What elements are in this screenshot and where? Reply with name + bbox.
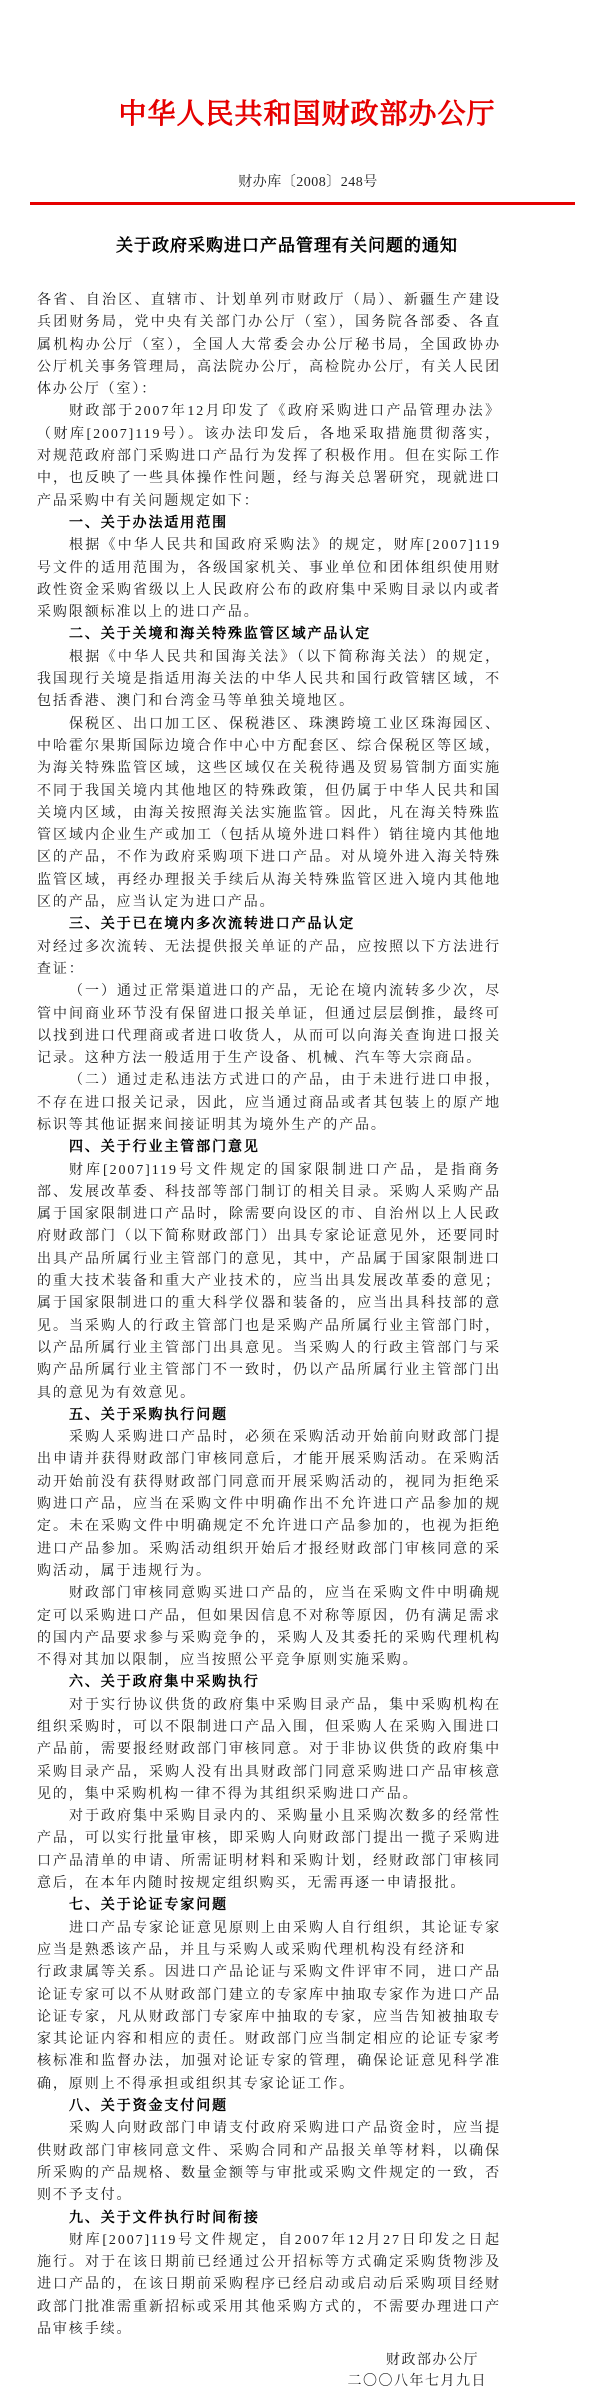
document-org-title: 中华人民共和国财政部办公厅: [118, 99, 496, 130]
section-heading: 九、关于文件执行时间衔接: [69, 2210, 260, 2226]
paragraph: 财政部于2007年12月印发了《政府采购进口产品管理办法》（财库[2007]119号）。该办法印发后，各地采取措施贯彻落实，对规范政府部门采购进口产品行为发挥了积极作用。但在实际工作中，也反映了一些具体操作性问题，经与海关总署研究，现就进口产品采购中有关问题规定如下：: [37, 404, 501, 509]
paragraph: 根据《中华人民共和国海关法》（以下简称海关法）的规定，我国现行关境是指适用海关法的中华人民共和国行政管辖区域，不包括香港、澳门和台湾金马等单独关境地区。: [37, 649, 501, 710]
paragraph: 财库[2007]119号文件规定的国家限制进口产品，是指商务部、发展改革委、科技部等部门制订的相关目录。采购人采购产品属于国家限制进口产品时，除需要向设区的市、自治州以上人民政府财政部门（以下简称财政部门）出具专家论证意见外，还要同时出具产品所属行业主管部门的意见，其中，产品属于国家限制进口的重大技术装备和重大产业技术的，应当出具发展改革委的意见；属于国家限制进口的重大科学仪器和装备的，应当出具科技部的意见。当采购人的行政主管部门也是采购产品所属行业主管部门时，以产品所属行业主管部门出具意见。当采购人的行政主管部门与采购产品所属行业主管部门不一致时，仍以产品所属行业主管部门出具的意见为有效意见。: [37, 1162, 501, 1401]
paragraph: 对于政府集中采购目录内的、采购量小且采购次数多的经常性产品，可以实行批量审核，即采购人向财政部门提出一揽子采购进口产品清单的申请、所需证明材料和采购计划，经财政部门审核同意后，在本年内随时按规定组织购买，无需再逐一申请报批。: [37, 1809, 501, 1892]
paragraph: 各省、自治区、直辖市、计划单列市财政厅（局）、新疆生产建设兵团财务局，党中央有关部门办公厅（室），国务院各部委、各直属机构办公厅（室），全国人大常委会办公厅秘书局，全国政协办公厅机关事务管理局，高法院办公厅，高检院办公厅，有关人民团体办公厅（室）：: [37, 293, 501, 398]
document-number: 财办库〔2008〕248号: [238, 175, 378, 190]
signature-date: 二〇〇八年七月九日: [347, 2374, 487, 2389]
paragraph: 采购人向财政部门申请支付政府采购进口产品资金时，应当提供财政部门审核同意文件、采购合同和产品报关单等材料，以确保所采购的产品规格、数量金额等与审批或采购文件规定的一致，否则不予支付。: [37, 2121, 501, 2204]
signature-block: [37, 2350, 487, 2392]
paragraph: 采购人采购进口产品时，必须在采购活动开始前向财政部门提出申请并获得财政部门审核同意后，才能开展采购活动。在采购活动开始前没有获得财政部门同意而开展采购活动的，视同为拒绝采购进口产品，应当在采购文件中明确作出不允许进口产品参加的规定。未在采购文件中明确规定不允许进口产品参加的，也视为拒绝进口产品参加。采购活动组织开始后才报经财政部门审核同意的采购活动，属于违规行为。: [37, 1430, 501, 1579]
section-heading: 六、关于政府集中采购执行: [69, 1675, 260, 1691]
header-divider: [30, 202, 575, 205]
paragraph: 保税区、出口加工区、保税港区、珠澳跨境工业区珠海园区、中哈霍尔果斯国际边境合作中心中方配套区、综合保税区等区域，为海关特殊监管区域，这些区域仅在关税待遇及贸易管制方面实施不同于我国关境内其他地区的特殊政策，但仍属于中华人民共和国关境内区域，由海关按照海关法实施监管。因此，凡在海关特殊监管区域内企业生产或加工（包括从境外进口料件）销往境内其他地区的产品，不作为政府采购项下进口产品。对从境外进入海关特殊监管区域，再经办理报关手续后从海关特殊监管区进入境内其他地区的产品，应当认定为进口产品。: [37, 716, 501, 911]
paragraph: 进口产品专家论证意见原则上由采购人自行组织，其论证专家应当是熟悉该产品，并且与采购人或采购代理机构没有经济和 行政隶属等关系。因进口产品论证与采购文件评审不同，进口产品论证专家可以不从财政部门建立的专家库中抽取专家作为进口产品论证专家，凡从财政部门专家库中抽取的专家，应当告知被抽取专家其论证内容和相应的责任。财政部门应当制定相应的论证专家考核标准和监督办法，加强对论证专家的管理，确保论证意见科学准确，原则上不得承担或组织其专家论证工作。: [37, 1920, 501, 2092]
paragraph: （一）通过正常渠道进口的产品，无论在境内流转多少次，尽管中间商业环节没有保留进口报关单证，但通过层层倒推，最终可以找到进口代理商或者进口收货人，从而可以向海关查询进口报关记录。这种方法一般适用于生产设备、机械、汽车等大宗商品。: [37, 984, 501, 1067]
section-heading: 八、关于资金支付问题: [69, 2099, 228, 2115]
section-heading: 一、关于办法适用范围: [69, 515, 228, 531]
section-heading: 五、关于采购执行问题: [69, 1407, 228, 1423]
paragraph: 根据《中华人民共和国政府采购法》的规定，财库[2007]119号文件的适用范围为，各级国家机关、事业单位和团体组织使用财政性资金采购省级以上人民政府公布的政府集中采购目录以内或者采购限额标准以上的进口产品。: [37, 538, 501, 621]
section-heading: 七、关于论证专家问题: [69, 1898, 228, 1914]
paragraph: 财政部门审核同意购买进口产品的，应当在采购文件中明确规定可以采购进口产品，但如果因信息不对称等原因，仍有满足需求的国内产品要求参与采购竞争的，采购人及其委托的采购代理机构不得对其加以限制，应当按照公平竞争原则实施采购。: [37, 1586, 501, 1669]
section-heading: 二、关于关境和海关特殊监管区域产品认定: [69, 627, 372, 643]
section-heading: 四、关于行业主管部门意见: [69, 1140, 260, 1156]
signature-org: 财政部办公厅: [386, 2353, 479, 2368]
section-heading: 三、关于已在境内多次流转进口产品认定: [69, 917, 356, 933]
document-title: 关于政府采购进口产品管理有关问题的通知: [116, 236, 458, 255]
paragraph: 对经过多次流转、无法提供报关单证的产品，应按照以下方法进行查证：: [37, 939, 501, 977]
paragraph: 对于实行协议供货的政府集中采购目录产品，集中采购机构在组织采购时，可以不限制进口产品入围，但采购人在采购入围进口产品前，需要报经财政部门审核同意。对于非协议供货的政府集中采购目录产品，采购人没有出具财政部门同意采购进口产品审核意见的，集中采购机构一律不得为其组织采购进口产品。: [37, 1697, 501, 1802]
paragraph: 财库[2007]119号文件规定，自2007年12月27日印发之日起施行。对于在该日期前已经通过公开招标等方式确定采购货物涉及进口产品的，在该日期前采购程序已经启动或启动后采购项目经财政部门批准需重新招标或采用其他采购方式的，不需要办理进口产品审核手续。: [37, 2232, 501, 2338]
document-body: [37, 290, 501, 2341]
paragraph: （二）通过走私违法方式进口的产品，由于未进行进口申报，不存在进口报关记录，因此，应当通过商品或者其包装上的原产地标识等其他证据来间接证明其为境外生产的产品。: [37, 1073, 501, 1133]
